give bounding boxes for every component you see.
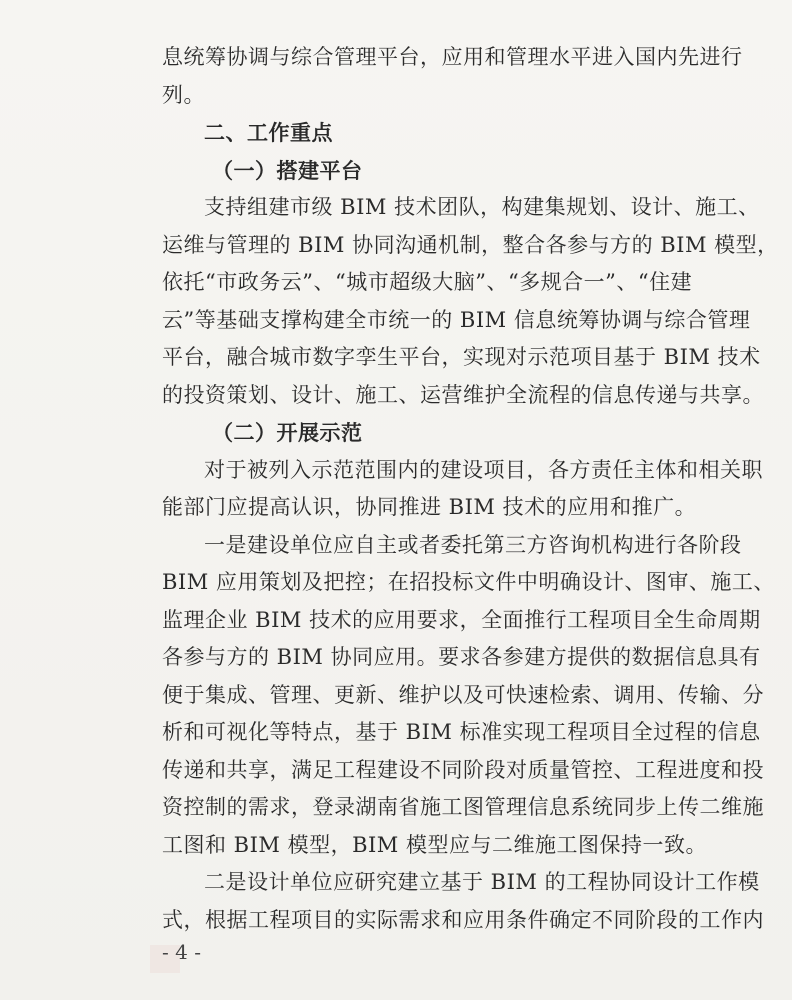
text-line: 各参与方的 BIM 协同应用。要求各参建方提供的数据信息具有 — [162, 645, 761, 669]
text-line: 一是建设单位应自主或者委托第三方咨询机构进行各阶段 — [204, 532, 742, 557]
text-line: 息统筹协调与综合管理平台，应用和管理水平进入国内先进行 — [162, 45, 743, 69]
text-line: 式，根据工程项目的实际需求和应用条件确定不同阶段的工作内 — [162, 907, 764, 932]
text-line: 能部门应提高认识，协同推进 BIM 技术的应用和推广。 — [162, 495, 697, 519]
text-line: 云”等基础支撑构建全市统一的 BIM 信息统筹协调与综合管理 — [162, 307, 751, 332]
text-line: 便于集成、管理、更新、维护以及可快速检索、调用、传输、分 — [162, 682, 764, 707]
text-line: 对于被列入示范范围内的建设项目，各方责任主体和相关职 — [204, 457, 763, 482]
text-line: 析和可视化等特点，基于 BIM 标准实现工程项目全过程的信息 — [162, 720, 761, 744]
text-line: 依托“市政务云”、“城市超级大脑”、“多规合一”、“住建 — [162, 270, 693, 294]
text-line: 列。 — [162, 82, 205, 107]
text-line: 支持组建市级 BIM 技术团队，构建集规划、设计、施工、 — [204, 195, 760, 219]
text-line: 平台，融合城市数字孪生平台，实现对示范项目基于 BIM 技术 — [162, 345, 761, 369]
text-line: 工图和 BIM 模型，BIM 模型应与二维施工图保持一致。 — [162, 832, 707, 857]
text-line: BIM 应用策划及把控；在招投标文件中明确设计、图审、施工、 — [162, 570, 775, 594]
text-line: 资控制的需求，登录湖南省施工图管理信息系统同步上传二维施 — [162, 795, 764, 819]
text-line: 的投资策划、设计、施工、运营维护全流程的信息传递与共享。 — [162, 382, 764, 407]
page-number: - 4 - — [162, 940, 201, 964]
section-heading: （二）开展示范 — [212, 420, 363, 445]
text-line: 传递和共享，满足工程建设不同阶段对质量管控、工程进度和投 — [162, 757, 764, 782]
text-line: 二是设计单位应研究建立基于 BIM 的工程协同设计工作模 — [204, 870, 760, 894]
text-line: 运维与管理的 BIM 协同沟通机制，整合各参与方的 BIM 模型， — [162, 232, 779, 257]
section-heading: （一）搭建平台 — [212, 157, 363, 183]
document-body — [162, 39, 779, 939]
section-heading: 二、工作重点 — [204, 120, 333, 145]
text-line: 监理企业 BIM 技术的应用要求，全面推行工程项目全生命周期 — [162, 607, 761, 632]
